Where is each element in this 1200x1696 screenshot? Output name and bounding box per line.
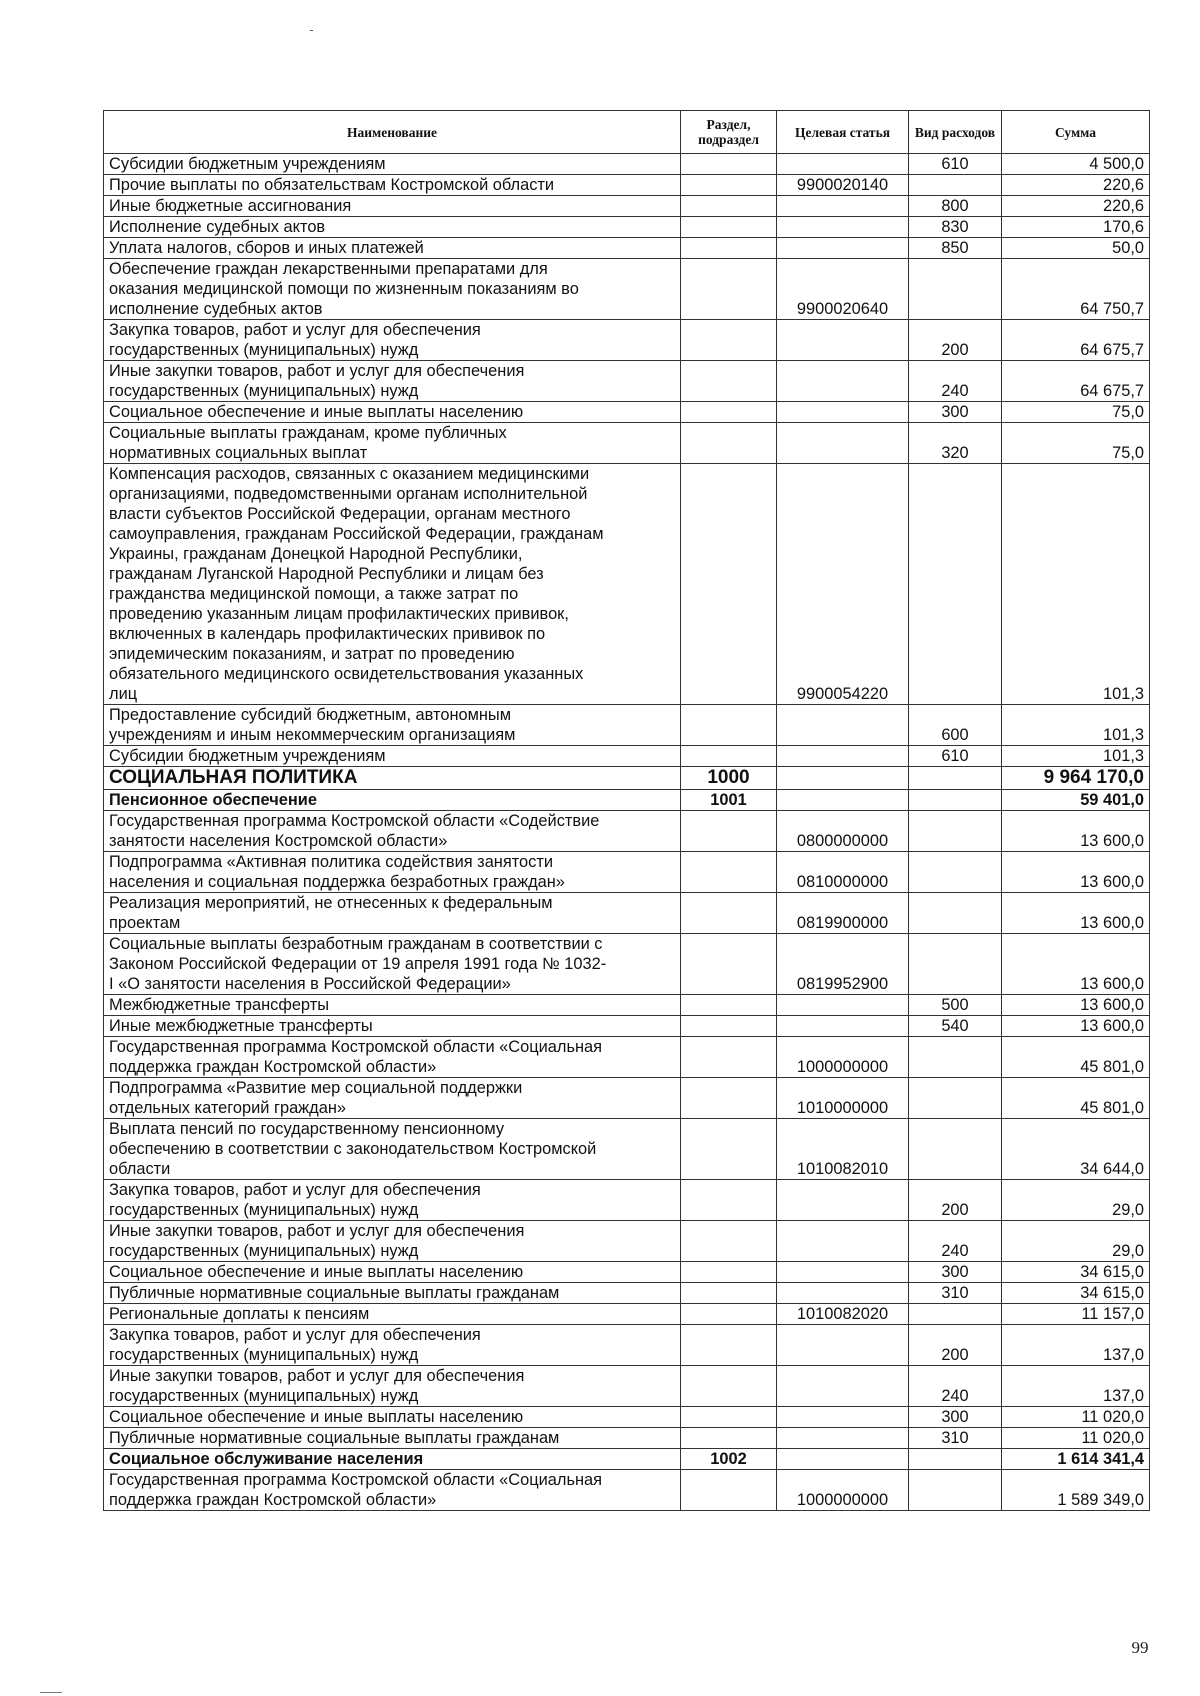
cell-amount: 13 600,0 bbox=[1002, 811, 1150, 852]
cell-target-article bbox=[777, 1366, 909, 1407]
cell-expense-type bbox=[909, 1449, 1002, 1470]
cell-name: Иные закупки товаров, работ и услуг для обеспечения государственных (муниципальных) нужд bbox=[104, 361, 681, 402]
header-amount: Сумма bbox=[1002, 111, 1150, 154]
cell-expense-type: 600 bbox=[909, 705, 1002, 746]
cell-target-article: 0800000000 bbox=[777, 811, 909, 852]
cell-section bbox=[681, 1325, 777, 1366]
cell-name: Компенсация расходов, связанных с оказанием медицинскими организациями, подведомственными органам исполнительной власти субъектов Российской Федерации, органам местного самоуправления, гражданам Российской Федерации, гражданам Украины, гражданам Донецкой Народной Республики, гражданам Луганской Народной Республики и лицам без гражданства медицинской помощи, а также затрат по проведению указанным лицам профилактических прививок, включенных в календарь профилактических прививок по эпидемическим показаниям, и затрат по проведению обязательного медицинского освидетельствования указанных лиц bbox=[104, 464, 681, 705]
cell-amount: 101,3 bbox=[1002, 464, 1150, 705]
table-row bbox=[104, 705, 1150, 746]
cell-name: Иные закупки товаров, работ и услуг для обеспечения государственных (муниципальных) нужд bbox=[104, 1366, 681, 1407]
cell-name: Государственная программа Костромской области «Социальная поддержка граждан Костромской области» bbox=[104, 1470, 681, 1511]
cell-name: СОЦИАЛЬНАЯ ПОЛИТИКА bbox=[104, 767, 681, 790]
cell-target-article bbox=[777, 1428, 909, 1449]
cell-section bbox=[681, 1470, 777, 1511]
cell-target-article: 0819900000 bbox=[777, 893, 909, 934]
cell-target-article: 9900020640 bbox=[777, 259, 909, 320]
cell-section bbox=[681, 1407, 777, 1428]
table-row bbox=[104, 320, 1150, 361]
cell-name: Государственная программа Костромской области «Социальная поддержка граждан Костромской области» bbox=[104, 1037, 681, 1078]
cell-name: Иные межбюджетные трансферты bbox=[104, 1016, 681, 1037]
cell-amount: 45 801,0 bbox=[1002, 1037, 1150, 1078]
cell-expense-type: 850 bbox=[909, 238, 1002, 259]
table-row bbox=[104, 259, 1150, 320]
table-row bbox=[104, 1325, 1150, 1366]
cell-name: Публичные нормативные социальные выплаты гражданам bbox=[104, 1428, 681, 1449]
cell-expense-type: 240 bbox=[909, 361, 1002, 402]
cell-expense-type: 240 bbox=[909, 1221, 1002, 1262]
cell-target-article bbox=[777, 196, 909, 217]
cell-expense-type: 200 bbox=[909, 1180, 1002, 1221]
cell-amount: 220,6 bbox=[1002, 175, 1150, 196]
cell-section bbox=[681, 811, 777, 852]
cell-amount: 137,0 bbox=[1002, 1325, 1150, 1366]
cell-amount: 64 675,7 bbox=[1002, 361, 1150, 402]
cell-section bbox=[681, 852, 777, 893]
cell-expense-type: 300 bbox=[909, 402, 1002, 423]
cell-section bbox=[681, 196, 777, 217]
cell-target-article: 1000000000 bbox=[777, 1470, 909, 1511]
cell-amount: 11 157,0 bbox=[1002, 1304, 1150, 1325]
cell-name: Закупка товаров, работ и услуг для обеспечения государственных (муниципальных) нужд bbox=[104, 1180, 681, 1221]
cell-name: Подпрограмма «Развитие мер социальной поддержки отдельных категорий граждан» bbox=[104, 1078, 681, 1119]
table-row bbox=[104, 217, 1150, 238]
cell-amount: 1 589 349,0 bbox=[1002, 1470, 1150, 1511]
cell-section: 1002 bbox=[681, 1449, 777, 1470]
cell-target-article: 0819952900 bbox=[777, 934, 909, 995]
cell-name: Публичные нормативные социальные выплаты гражданам bbox=[104, 1283, 681, 1304]
cell-section bbox=[681, 361, 777, 402]
cell-section bbox=[681, 1180, 777, 1221]
cell-target-article bbox=[777, 1283, 909, 1304]
table-row bbox=[104, 196, 1150, 217]
table-row bbox=[104, 423, 1150, 464]
cell-section bbox=[681, 1262, 777, 1283]
cell-expense-type bbox=[909, 811, 1002, 852]
cell-expense-type bbox=[909, 852, 1002, 893]
cell-expense-type bbox=[909, 1304, 1002, 1325]
cell-name: Социальное обеспечение и иные выплаты населению bbox=[104, 1262, 681, 1283]
cell-expense-type: 610 bbox=[909, 746, 1002, 767]
cell-expense-type: 610 bbox=[909, 154, 1002, 175]
cell-expense-type: 320 bbox=[909, 423, 1002, 464]
cell-target-article: 1010082010 bbox=[777, 1119, 909, 1180]
cell-expense-type: 830 bbox=[909, 217, 1002, 238]
cell-section bbox=[681, 154, 777, 175]
cell-amount: 13 600,0 bbox=[1002, 852, 1150, 893]
cell-section bbox=[681, 238, 777, 259]
table-row bbox=[104, 746, 1150, 767]
cell-target-article: 9900020140 bbox=[777, 175, 909, 196]
cell-target-article: 0810000000 bbox=[777, 852, 909, 893]
cell-section bbox=[681, 1037, 777, 1078]
cell-target-article bbox=[777, 705, 909, 746]
cell-expense-type bbox=[909, 1470, 1002, 1511]
cell-expense-type bbox=[909, 464, 1002, 705]
cell-expense-type: 240 bbox=[909, 1366, 1002, 1407]
cell-expense-type: 200 bbox=[909, 1325, 1002, 1366]
cell-name: Социальное обслуживание населения bbox=[104, 1449, 681, 1470]
cell-name: Пенсионное обеспечение bbox=[104, 790, 681, 811]
cell-target-article bbox=[777, 217, 909, 238]
cell-target-article bbox=[777, 1180, 909, 1221]
cell-name: Государственная программа Костромской области «Содействие занятости населения Костромской области» bbox=[104, 811, 681, 852]
cell-section bbox=[681, 464, 777, 705]
cell-name: Прочие выплаты по обязательствам Костромской области bbox=[104, 175, 681, 196]
cell-amount: 13 600,0 bbox=[1002, 934, 1150, 995]
budget-allocation-table bbox=[103, 110, 1150, 1511]
cell-target-article bbox=[777, 1407, 909, 1428]
cell-expense-type bbox=[909, 934, 1002, 995]
cell-expense-type bbox=[909, 1037, 1002, 1078]
cell-section: 1001 bbox=[681, 790, 777, 811]
cell-amount: 64 750,7 bbox=[1002, 259, 1150, 320]
table-row bbox=[104, 1407, 1150, 1428]
cell-section bbox=[681, 1428, 777, 1449]
cell-section: 1000 bbox=[681, 767, 777, 790]
cell-section bbox=[681, 1366, 777, 1407]
table-row bbox=[104, 1221, 1150, 1262]
table-row bbox=[104, 361, 1150, 402]
cell-section bbox=[681, 1283, 777, 1304]
cell-expense-type bbox=[909, 1119, 1002, 1180]
table-row bbox=[104, 402, 1150, 423]
cell-expense-type bbox=[909, 767, 1002, 790]
cell-name: Социальные выплаты безработным гражданам в соответствии с Законом Российской Федерации от 19 апреля 1991 года № 1032- I «О занятости населения в Российской Федерации» bbox=[104, 934, 681, 995]
table-row bbox=[104, 893, 1150, 934]
cell-amount: 29,0 bbox=[1002, 1221, 1150, 1262]
cell-amount: 4 500,0 bbox=[1002, 154, 1150, 175]
cell-expense-type bbox=[909, 1078, 1002, 1119]
table-row bbox=[104, 790, 1150, 811]
scan-edge-mark bbox=[40, 1692, 62, 1693]
cell-amount: 75,0 bbox=[1002, 423, 1150, 464]
header-name: Наименование bbox=[104, 111, 681, 154]
cell-amount: 13 600,0 bbox=[1002, 893, 1150, 934]
cell-expense-type: 300 bbox=[909, 1407, 1002, 1428]
cell-section bbox=[681, 320, 777, 361]
cell-target-article bbox=[777, 361, 909, 402]
cell-amount: 45 801,0 bbox=[1002, 1078, 1150, 1119]
cell-section bbox=[681, 1016, 777, 1037]
cell-amount: 50,0 bbox=[1002, 238, 1150, 259]
cell-amount: 137,0 bbox=[1002, 1366, 1150, 1407]
cell-target-article bbox=[777, 154, 909, 175]
table-row bbox=[104, 464, 1150, 705]
table-row bbox=[104, 852, 1150, 893]
cell-target-article bbox=[777, 402, 909, 423]
cell-section bbox=[681, 1221, 777, 1262]
table-row bbox=[104, 1016, 1150, 1037]
table-row bbox=[104, 1283, 1150, 1304]
cell-target-article: 1000000000 bbox=[777, 1037, 909, 1078]
cell-target-article bbox=[777, 1016, 909, 1037]
cell-section bbox=[681, 217, 777, 238]
table-row bbox=[104, 1470, 1150, 1511]
budget-table-sheet bbox=[103, 110, 1149, 1511]
table-row bbox=[104, 1428, 1150, 1449]
cell-expense-type bbox=[909, 893, 1002, 934]
cell-amount: 11 020,0 bbox=[1002, 1428, 1150, 1449]
cell-amount: 170,6 bbox=[1002, 217, 1150, 238]
cell-amount: 13 600,0 bbox=[1002, 995, 1150, 1016]
cell-section bbox=[681, 175, 777, 196]
cell-amount: 1 614 341,4 bbox=[1002, 1449, 1150, 1470]
cell-amount: 220,6 bbox=[1002, 196, 1150, 217]
table-body bbox=[104, 154, 1150, 1511]
header-expense-type: Вид расходов bbox=[909, 111, 1002, 154]
cell-name: Подпрограмма «Активная политика содействия занятости населения и социальная поддержка безработных граждан» bbox=[104, 852, 681, 893]
table-row bbox=[104, 811, 1150, 852]
table-row bbox=[104, 1119, 1150, 1180]
table-row bbox=[104, 995, 1150, 1016]
cell-target-article bbox=[777, 1325, 909, 1366]
table-row bbox=[104, 154, 1150, 175]
cell-name: Реализация мероприятий, не отнесенных к федеральным проектам bbox=[104, 893, 681, 934]
table-row bbox=[104, 1262, 1150, 1283]
cell-amount: 101,3 bbox=[1002, 746, 1150, 767]
cell-amount: 34 615,0 bbox=[1002, 1283, 1150, 1304]
table-row bbox=[104, 1078, 1150, 1119]
cell-section bbox=[681, 423, 777, 464]
cell-target-article bbox=[777, 238, 909, 259]
table-row bbox=[104, 1304, 1150, 1325]
cell-target-article: 1010082020 bbox=[777, 1304, 909, 1325]
header-section: Раздел, подраздел bbox=[681, 111, 777, 154]
cell-amount: 34 644,0 bbox=[1002, 1119, 1150, 1180]
cell-target-article bbox=[777, 1262, 909, 1283]
cell-name: Иные бюджетные ассигнования bbox=[104, 196, 681, 217]
cell-name: Социальное обеспечение и иные выплаты населению bbox=[104, 1407, 681, 1428]
cell-expense-type: 300 bbox=[909, 1262, 1002, 1283]
page-number: 99 bbox=[1131, 1638, 1149, 1657]
cell-amount: 9 964 170,0 bbox=[1002, 767, 1150, 790]
cell-name: Исполнение судебных актов bbox=[104, 217, 681, 238]
cell-section bbox=[681, 934, 777, 995]
cell-name: Межбюджетные трансферты bbox=[104, 995, 681, 1016]
cell-name: Обеспечение граждан лекарственными препаратами для оказания медицинской помощи по жизненным показаниям во исполнение судебных актов bbox=[104, 259, 681, 320]
cell-name: Субсидии бюджетным учреждениям bbox=[104, 746, 681, 767]
table-row bbox=[104, 175, 1150, 196]
table-row bbox=[104, 1180, 1150, 1221]
cell-amount: 64 675,7 bbox=[1002, 320, 1150, 361]
cell-section bbox=[681, 259, 777, 320]
cell-section bbox=[681, 402, 777, 423]
cell-name: Социальное обеспечение и иные выплаты населению bbox=[104, 402, 681, 423]
cell-target-article bbox=[777, 995, 909, 1016]
cell-section bbox=[681, 705, 777, 746]
cell-amount: 11 020,0 bbox=[1002, 1407, 1150, 1428]
cell-target-article bbox=[777, 746, 909, 767]
cell-target-article: 1010000000 bbox=[777, 1078, 909, 1119]
cell-expense-type bbox=[909, 259, 1002, 320]
table-row bbox=[104, 934, 1150, 995]
cell-target-article bbox=[777, 1449, 909, 1470]
table-row bbox=[104, 238, 1150, 259]
cell-amount: 59 401,0 bbox=[1002, 790, 1150, 811]
table-row bbox=[104, 767, 1150, 790]
cell-amount: 13 600,0 bbox=[1002, 1016, 1150, 1037]
cell-expense-type: 500 bbox=[909, 995, 1002, 1016]
cell-name: Уплата налогов, сборов и иных платежей bbox=[104, 238, 681, 259]
cell-target-article bbox=[777, 320, 909, 361]
cell-section bbox=[681, 746, 777, 767]
table-row bbox=[104, 1037, 1150, 1078]
table-row bbox=[104, 1449, 1150, 1470]
cell-amount: 29,0 bbox=[1002, 1180, 1150, 1221]
cell-section bbox=[681, 1304, 777, 1325]
cell-expense-type: 310 bbox=[909, 1283, 1002, 1304]
cell-expense-type bbox=[909, 175, 1002, 196]
cell-amount: 101,3 bbox=[1002, 705, 1150, 746]
scan-speck bbox=[310, 30, 313, 31]
cell-target-article: 9900054220 bbox=[777, 464, 909, 705]
cell-amount: 75,0 bbox=[1002, 402, 1150, 423]
cell-expense-type: 800 bbox=[909, 196, 1002, 217]
cell-section bbox=[681, 1119, 777, 1180]
cell-expense-type: 310 bbox=[909, 1428, 1002, 1449]
cell-section bbox=[681, 893, 777, 934]
cell-section bbox=[681, 995, 777, 1016]
cell-target-article bbox=[777, 790, 909, 811]
cell-target-article bbox=[777, 767, 909, 790]
table-row bbox=[104, 1366, 1150, 1407]
cell-amount: 34 615,0 bbox=[1002, 1262, 1150, 1283]
cell-expense-type: 200 bbox=[909, 320, 1002, 361]
cell-name: Закупка товаров, работ и услуг для обеспечения государственных (муниципальных) нужд bbox=[104, 1325, 681, 1366]
cell-expense-type: 540 bbox=[909, 1016, 1002, 1037]
cell-section bbox=[681, 1078, 777, 1119]
table-header-row bbox=[104, 111, 1150, 154]
cell-expense-type bbox=[909, 790, 1002, 811]
cell-name: Субсидии бюджетным учреждениям bbox=[104, 154, 681, 175]
cell-name: Иные закупки товаров, работ и услуг для обеспечения государственных (муниципальных) нужд bbox=[104, 1221, 681, 1262]
cell-target-article bbox=[777, 1221, 909, 1262]
cell-name: Предоставление субсидий бюджетным, автономным учреждениям и иным некоммерческим организациям bbox=[104, 705, 681, 746]
cell-name: Выплата пенсий по государственному пенсионному обеспечению в соответствии с законодательством Костромской области bbox=[104, 1119, 681, 1180]
cell-name: Социальные выплаты гражданам, кроме публичных нормативных социальных выплат bbox=[104, 423, 681, 464]
cell-target-article bbox=[777, 423, 909, 464]
header-target-article: Целевая статья bbox=[777, 111, 909, 154]
cell-name: Закупка товаров, работ и услуг для обеспечения государственных (муниципальных) нужд bbox=[104, 320, 681, 361]
cell-name: Региональные доплаты к пенсиям bbox=[104, 1304, 681, 1325]
